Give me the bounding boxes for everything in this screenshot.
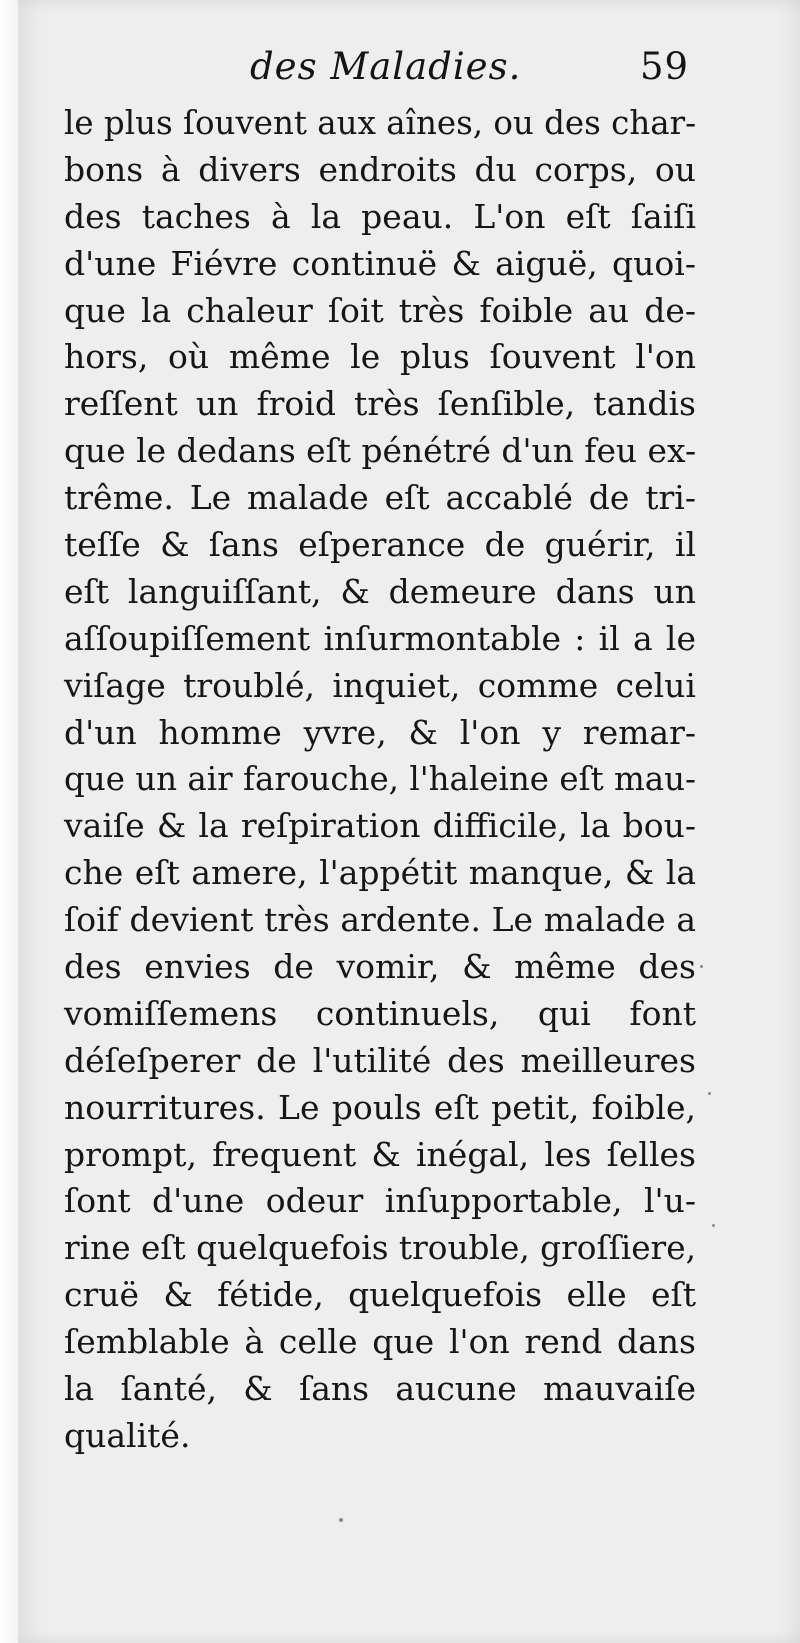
text-line: viſage troublé, inquiet, comme celui	[64, 665, 696, 705]
text-line: que un air farouche, l'haleine eſt mau-	[64, 760, 696, 799]
text-line: che eſt amere, l'appétit manque, & la	[64, 853, 696, 893]
running-head	[0, 45, 800, 105]
running-head-title: des Maladies.	[250, 45, 522, 88]
text-line: des envies de vomir, & même des	[64, 947, 696, 987]
paper-speck	[339, 1518, 343, 1522]
text-line: bons à divers endroits du corps, ou	[64, 149, 696, 189]
paper-speck	[712, 1224, 715, 1227]
paper-speck	[700, 965, 703, 968]
text-line: aſſoupiſſement inſurmontable : il a le	[64, 618, 696, 658]
text-line: hors, où même le plus ſouvent l'on	[64, 337, 696, 377]
text-line: nourritures. Le pouls eſt petit, foible,	[64, 1087, 696, 1127]
text-line: le plus ſouvent aux aînes, ou des char-	[64, 104, 697, 142]
text-line: ſont d'une odeur inſupportable, l'u-	[64, 1181, 696, 1221]
text-line: déſeſperer de l'utilité des meilleures	[64, 1040, 696, 1080]
text-line: teſſe & ſans eſperance de guérir, il	[64, 525, 696, 565]
text-line: vaiſe & la reſpiration difficile, la bou-	[64, 806, 696, 846]
text-line: d'un homme yvre, & l'on y remar-	[64, 712, 696, 752]
paper-speck	[708, 1092, 711, 1095]
text-line: eſt languiſſant, & demeure dans un	[64, 571, 696, 611]
text-line: ſemblable à celle que l'on rend dans	[64, 1322, 696, 1362]
text-line: que le dedans eſt pénétré d'un feu ex-	[64, 431, 697, 471]
page-margin-edge	[0, 0, 18, 1643]
text-line: que la chaleur ſoit très foible au de-	[64, 290, 696, 330]
text-line: cruë & fétide, quelquefois elle eſt	[64, 1275, 696, 1315]
text-line: rine eſt quelquefois trouble, groſſiere,	[64, 1229, 696, 1268]
page-number: 59	[640, 45, 690, 88]
text-line: trême. Le malade eſt accablé de tri-	[64, 478, 696, 518]
text-line: qualité.	[64, 1415, 191, 1455]
text-line: des taches à la peau. L'on eſt ſaiſi	[64, 196, 696, 236]
body-text	[64, 100, 696, 1460]
text-line: ſoif devient très ardente. Le malade a	[64, 900, 696, 940]
text-line: reſſent un froid très ſenſible, tandis	[64, 384, 696, 424]
text-line: vomiſſemens continuels, qui font	[64, 993, 696, 1033]
text-line: prompt, frequent & inégal, les ſelles	[64, 1134, 696, 1174]
text-line: d'une Fiévre continuë & aiguë, quoi-	[64, 243, 696, 283]
text-line: la ſanté, & ſans aucune mauvaiſe	[64, 1369, 696, 1409]
